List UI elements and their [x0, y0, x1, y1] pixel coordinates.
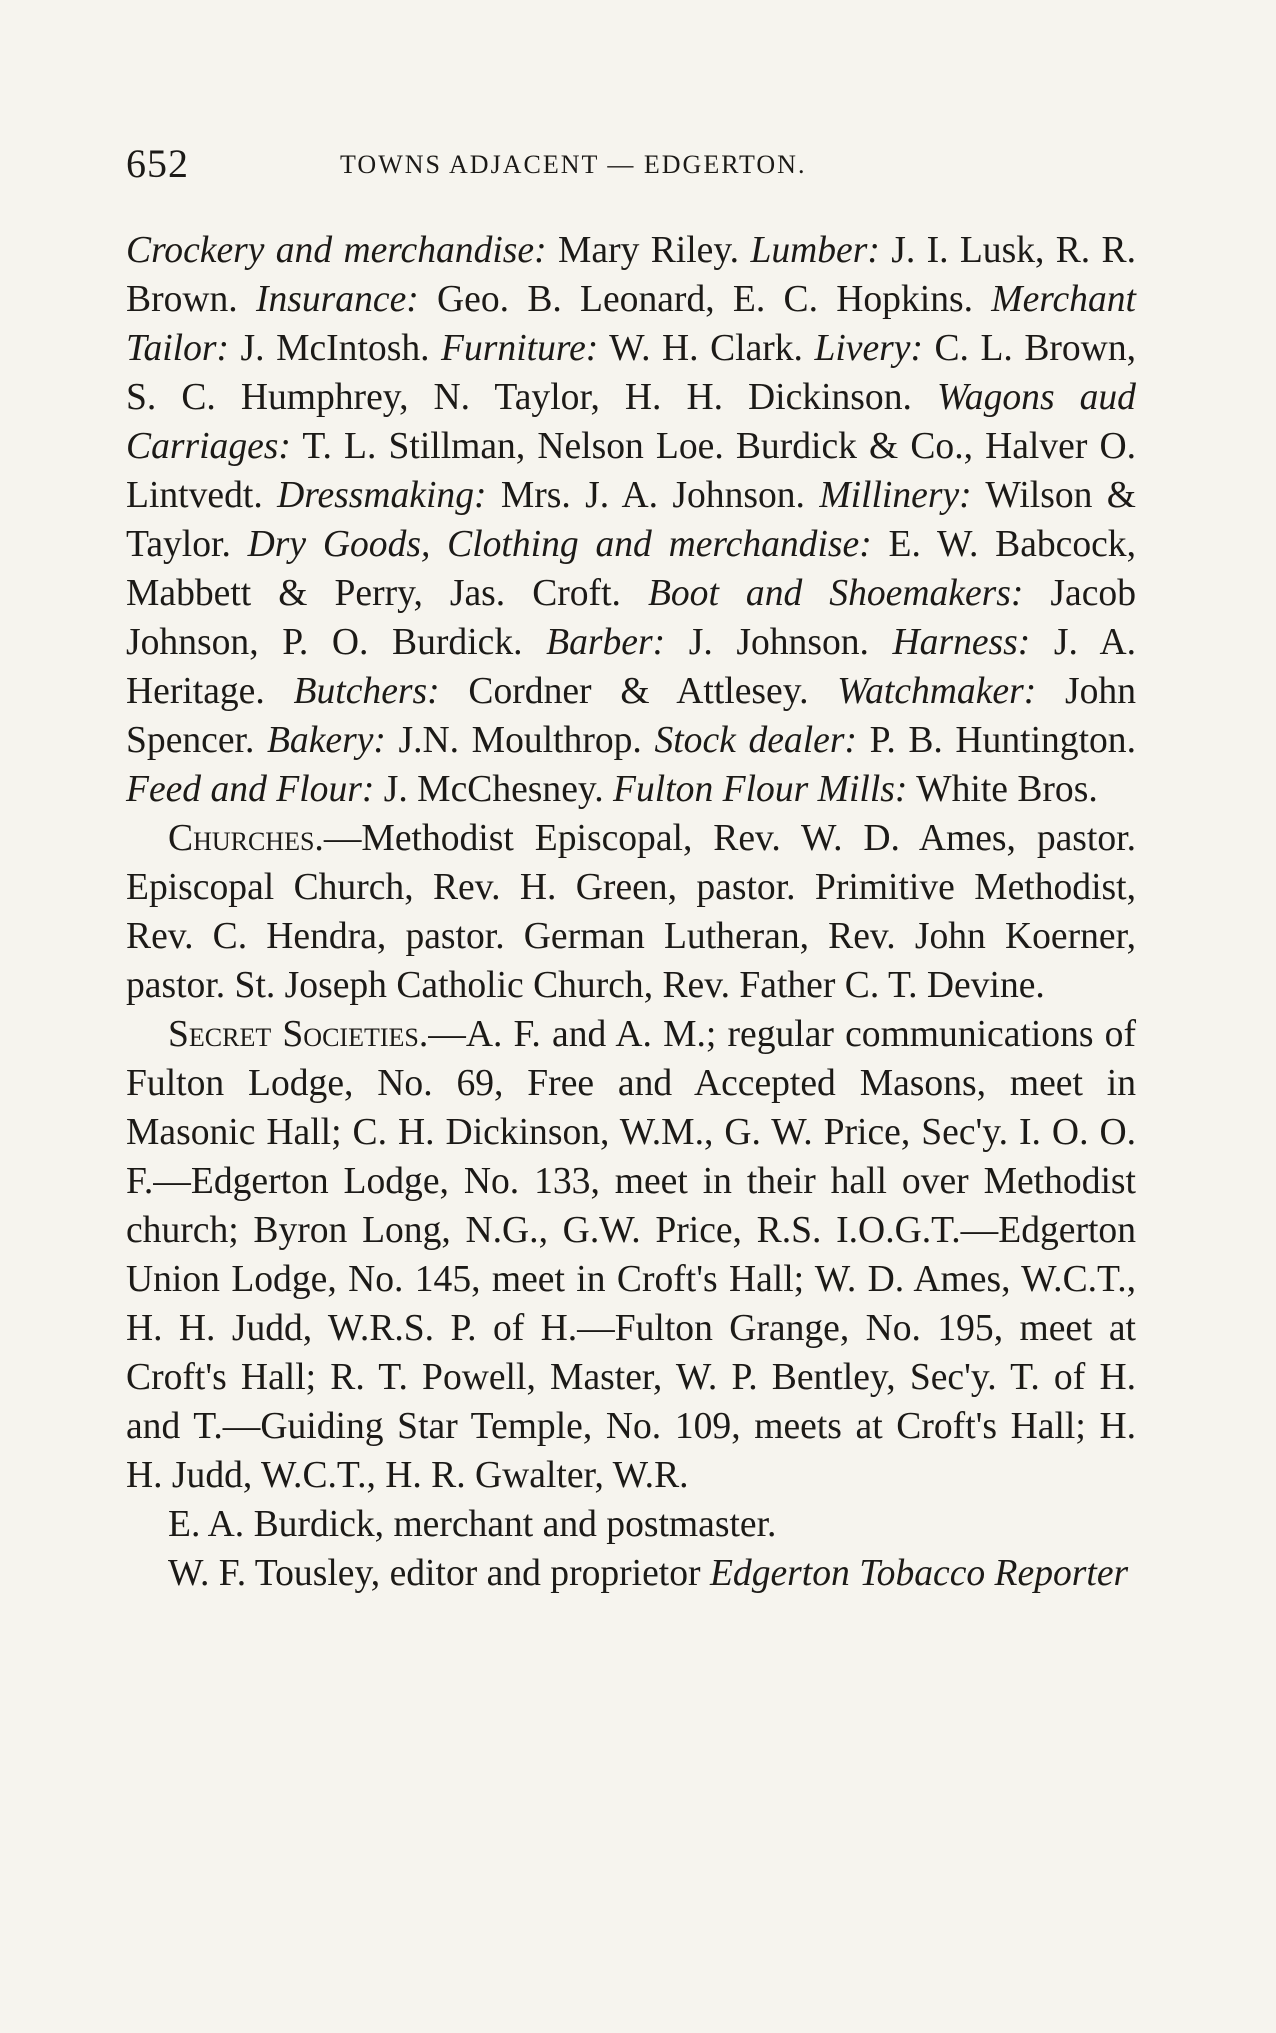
business-directory-paragraph: [126, 226, 1136, 814]
business-category: Barber:: [546, 622, 666, 663]
secret-societies-heading: Secret Societies.: [168, 1014, 429, 1055]
tousley-paragraph: [126, 1549, 1136, 1598]
churches-text: —Methodist Episcopal, Rev. W. D. Ames, pastor. Episcopal Church, Rev. H. Green, pastor. Primitive Methodist, Rev. C. Hendra, pastor. German Lutheran, Rev. John Koerner, pastor. St. Joseph Catholic Church, Rev. Father C. T. Devine.: [126, 818, 1136, 1006]
business-category: Dressmaking:: [277, 475, 487, 516]
business-category: Bakery:: [266, 720, 386, 761]
business-category: Insurance:: [255, 279, 419, 320]
business-category: Harness:: [892, 622, 1031, 663]
business-category: Merchant Tailor:: [126, 279, 1136, 369]
business-entries: J. I. Lusk, R. R. Brown.: [126, 230, 1137, 320]
tousley-text: W. F. Tousley, editor and proprietor: [168, 1553, 710, 1594]
business-category: Wagons aud Carriages:: [126, 377, 1136, 467]
page-number: 652: [126, 141, 189, 186]
business-category: Stock dealer:: [654, 720, 857, 761]
business-entries: E. W. Babcock, Mabbett & Perry, Jas. Croft.: [126, 524, 1136, 614]
business-entries: J. A. Heritage.: [126, 622, 1136, 712]
business-entries: W. H. Clark.: [598, 328, 815, 369]
churches-heading: Churches.: [168, 818, 324, 859]
business-entries: Mary Riley.: [546, 230, 751, 271]
business-entries: C. L. Brown, S. C. Humphrey, N. Taylor, H. H. Dickinson.: [126, 328, 1137, 418]
business-category: Fulton Flour Mills:: [613, 769, 908, 810]
business-category: Furniture:: [441, 328, 599, 369]
business-category: Crockery and merchandise:: [126, 230, 547, 271]
business-category: Boot and Shoemakers:: [647, 573, 1024, 614]
business-entries: Cordner & Attlesey.: [439, 671, 838, 712]
business-category: Dry Goods, Clothing and merchandise:: [247, 524, 872, 565]
burdick-paragraph: [126, 1500, 1136, 1549]
business-category: Livery:: [814, 328, 923, 369]
business-entries: Jacob Johnson, P. O. Burdick.: [126, 573, 1136, 663]
business-entries: White Bros.: [907, 769, 1098, 810]
business-entries: T. L. Stillman, Nelson Loe. Burdick & Co., Halver O. Lintvedt.: [126, 426, 1136, 516]
newspaper-title: Edgerton Tobacco Reporter: [709, 1553, 1129, 1594]
business-entries: J.N. Moulthrop.: [385, 720, 655, 761]
business-entries: Geo. B. Leonard, E. C. Hopkins.: [418, 279, 992, 320]
business-entries: John Spencer.: [126, 671, 1137, 761]
business-category: Lumber:: [750, 230, 880, 271]
running-head: TOWNS ADJACENT — EDGERTON.: [340, 150, 807, 179]
churches-paragraph: [126, 814, 1136, 1010]
secret-societies-text: —A. F. and A. M.; regular communications of Fulton Lodge, No. 69, Free and Accepted Masons, meet in Masonic Hall; C. H. Dickinson, W.M., G. W. Price, Sec'y. I. O. O. F.—Edgerton Lodge, No. 133, meet in their hall over Methodist church; Byron Long, N.G., G.W. Price, R.S. I.O.G.T.—Edgerton Union Lodge, No. 145, meet in Croft's Hall; W. D. Ames, W.C.T., H. H. Judd, W.R.S. P. of H.—Fulton Grange, No. 195, meet at Croft's Hall; R. T. Powell, Master, W. P. Bentley, Sec'y. T. of H. and T.—Guiding Star Temple, No. 109, meets at Croft's Hall; H. H. Judd, W.C.T., H. R. Gwalter, W.R.: [126, 1014, 1136, 1496]
business-entries: J. Johnson.: [665, 622, 893, 663]
business-entries: J. McIntosh.: [229, 328, 442, 369]
business-category: Feed and Flour:: [126, 769, 375, 810]
business-category: Watchmaker:: [837, 671, 1037, 712]
business-entries: J. McChesney.: [374, 769, 614, 810]
business-entries: Wilson & Taylor.: [126, 475, 1136, 565]
business-entries: Mrs. J. A. Johnson.: [486, 475, 820, 516]
burdick-text: E. A. Burdick, merchant and postmaster.: [168, 1504, 777, 1545]
business-category: Millinery:: [819, 475, 972, 516]
business-entries: P. B. Huntington.: [856, 720, 1136, 761]
body-text: [126, 226, 1136, 1598]
secret-societies-paragraph: [126, 1010, 1136, 1500]
business-category: Butchers:: [293, 671, 440, 712]
page-header: [126, 140, 1136, 190]
